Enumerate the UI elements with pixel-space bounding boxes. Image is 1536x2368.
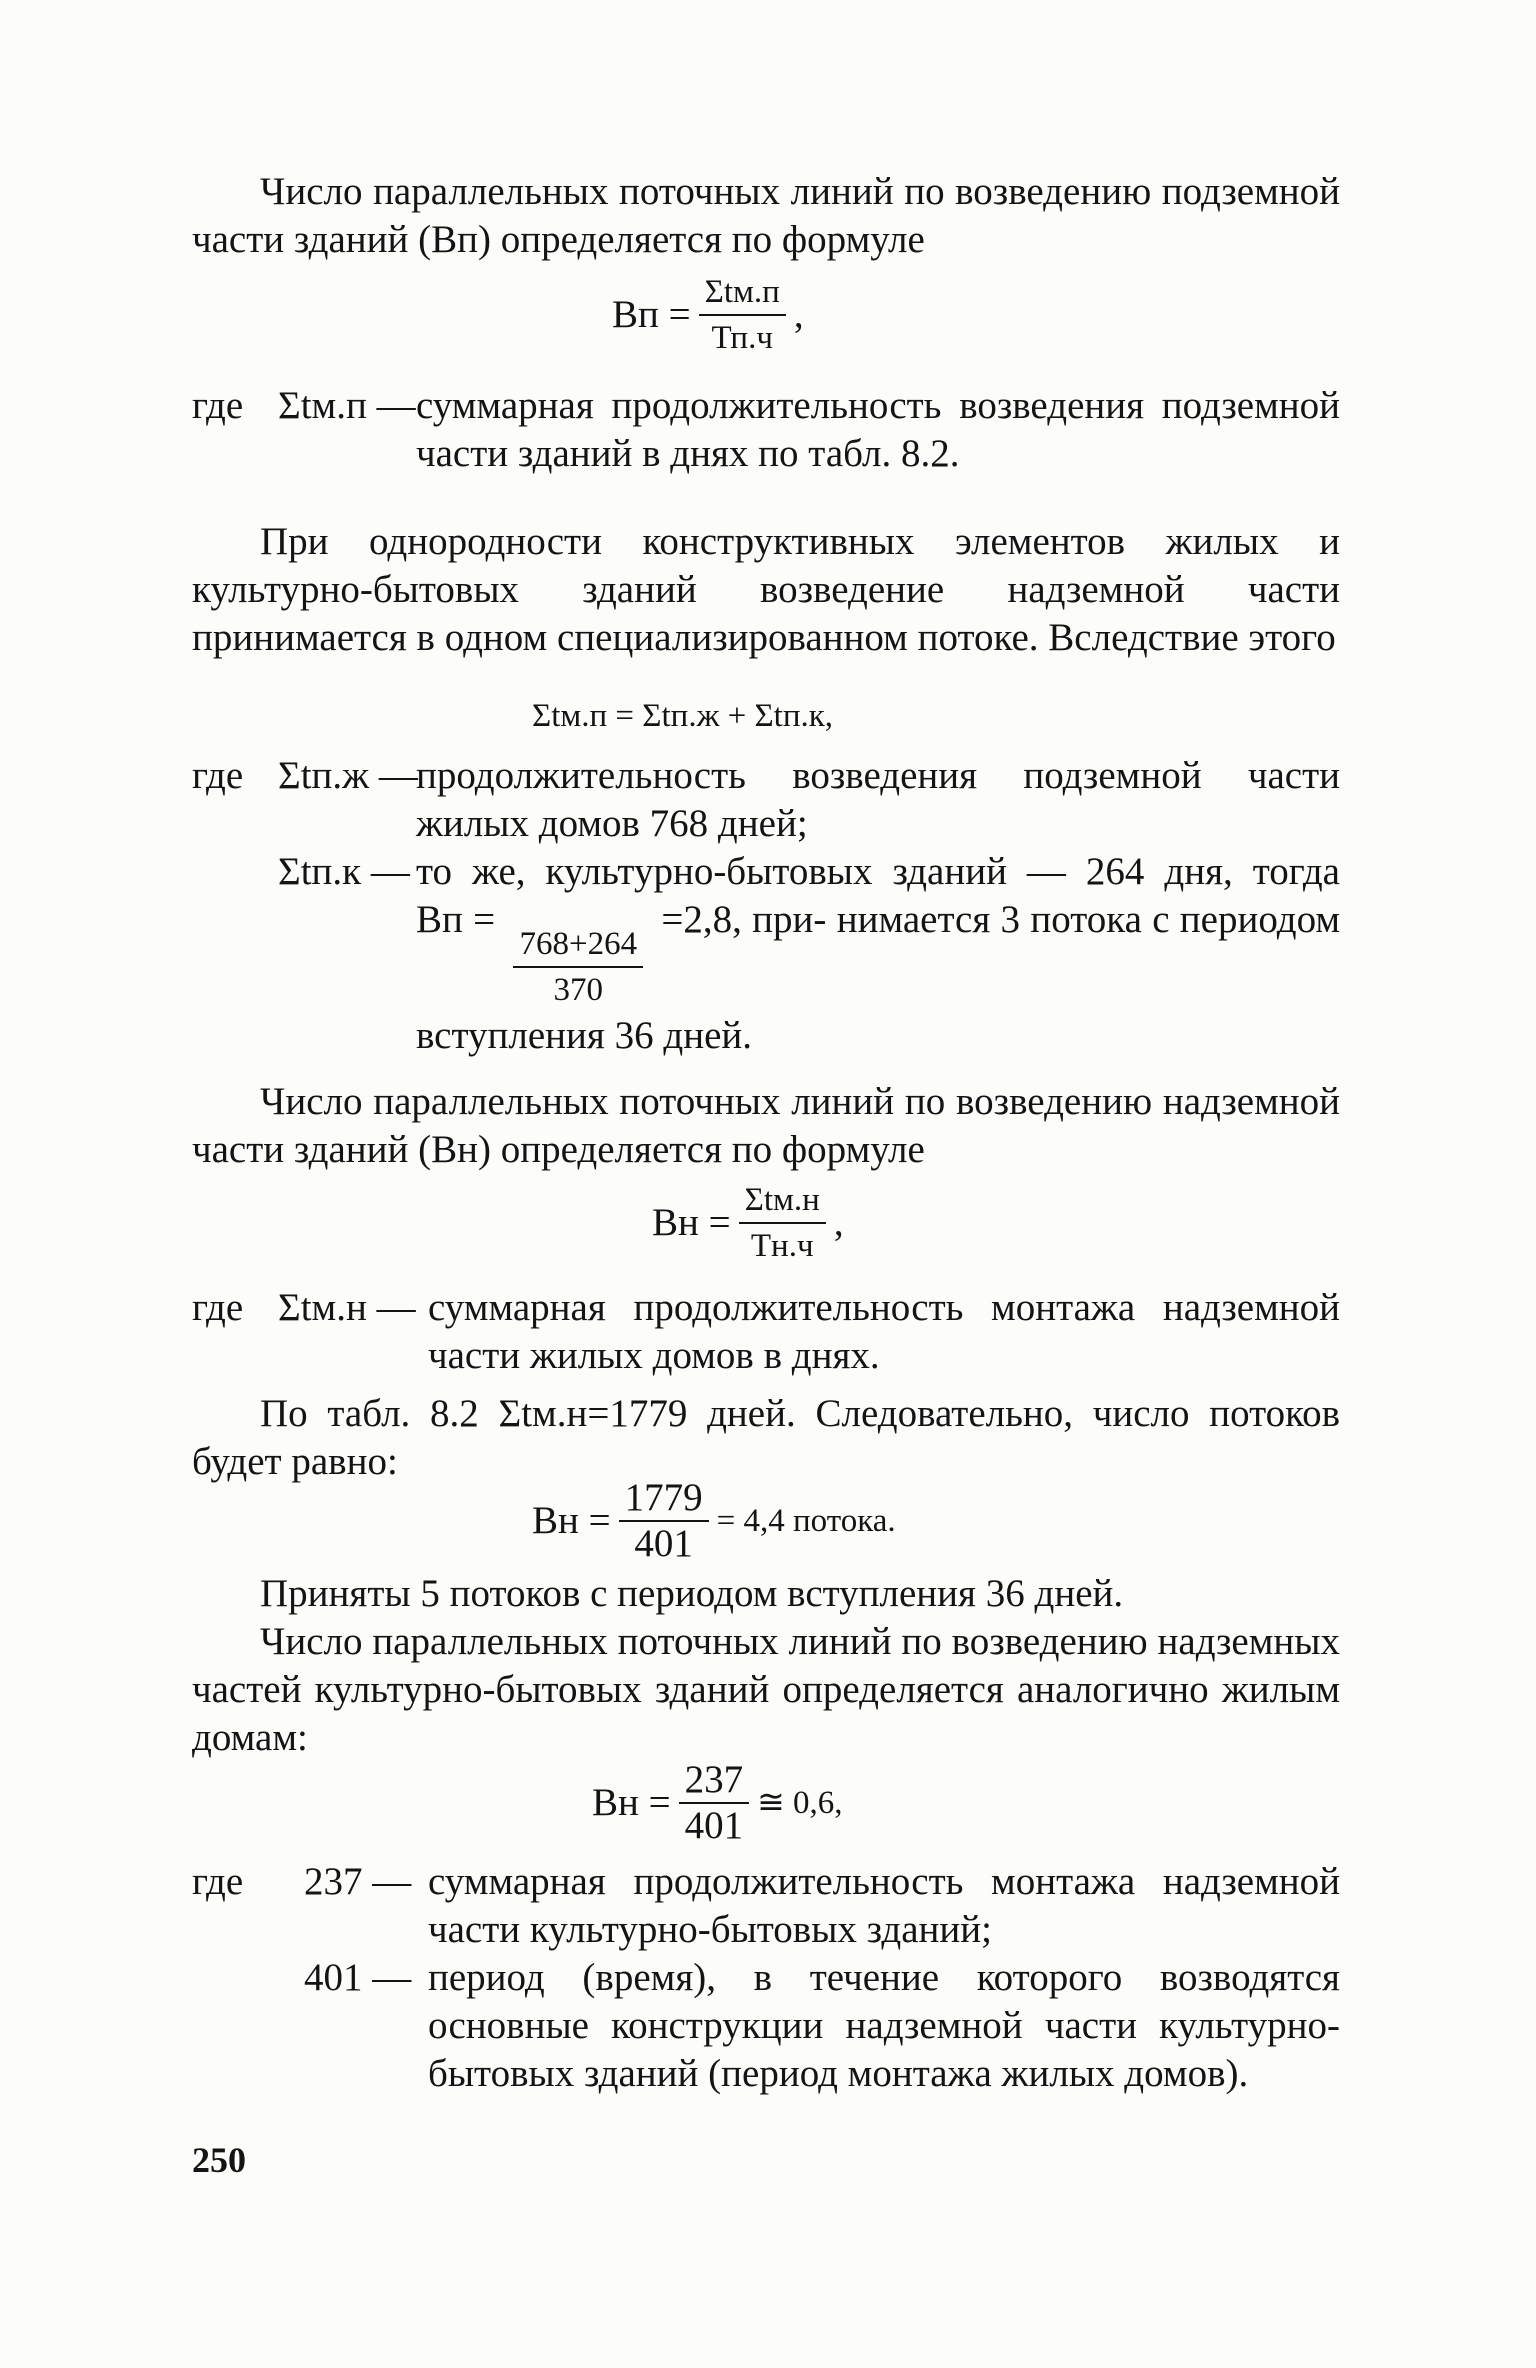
paragraph-underground-intro: Число параллельных поточных линий по возведению подземной части зданий (Вп) определяется по формуле (192, 170, 1340, 261)
formula-tail: = 4,4 потока. (716, 1503, 896, 1539)
formula-aboveground-lines (652, 1178, 844, 1268)
fraction-numerator: 1779 (619, 1476, 709, 1522)
formula-tail: , (793, 293, 804, 336)
formula-lhs: Вн = (592, 1781, 671, 1824)
formula-lhs: Вн = (532, 1499, 611, 1542)
definition-term: Σtм.п — (278, 384, 416, 427)
definition-401 (304, 1954, 1340, 2098)
fraction (619, 1476, 709, 1566)
inline-formula (416, 898, 837, 1008)
definition-term: Σtп.ж — (278, 754, 418, 797)
fraction-denominator: 401 (634, 1522, 693, 1565)
fraction-numerator: Σtм.н (739, 1178, 826, 1224)
where-label: где (192, 384, 244, 427)
definition-underground-duration (192, 382, 1340, 478)
where-label: где (192, 1286, 244, 1329)
definition-term: Σtп.к — (278, 850, 410, 893)
fraction (739, 1178, 826, 1268)
paragraph-table-reference: По табл. 8.2 Σtм.н=1779 дней. Следовательно, число потоков будет равно: (192, 1392, 1340, 1483)
definition-aboveground-duration (192, 1284, 1340, 1380)
fraction-numerator: 768+264 (513, 922, 643, 968)
fraction-denominator: 370 (553, 972, 604, 1008)
formula-tail: ≅ 0,6, (757, 1785, 843, 1821)
definition-text-part1: то же, культурно-бытовых зданий — 264 дня, тогда (416, 850, 1340, 893)
definition-term: 237 — (304, 1860, 412, 1903)
paragraph-homogeneity: При однородности конструктивных элементов жилых и культурно-бытовых зданий возведение надземной части принимается в одном специализированном потоке. Вследствие этого (192, 520, 1340, 659)
formula-residential-streams (532, 1476, 896, 1566)
paragraph-aboveground-intro: Число параллельных поточных линий по возведению надземной части зданий (Вн) определяется по формуле (192, 1080, 1340, 1171)
fraction (679, 1758, 750, 1848)
definition-text: продолжительность возведения подземной части жилых домов 768 дней; (416, 754, 1340, 845)
definition-term: 401 — (304, 1956, 412, 1999)
definition-text (416, 848, 1340, 1060)
definition-text: суммарная продолжительность монтажа надземной части культурно-бытовых зданий; (428, 1860, 1340, 1951)
definition-text: суммарная продолжительность монтажа надземной части жилых домов в днях. (428, 1286, 1340, 1377)
paragraph-streams-accepted: Приняты 5 потоков с периодом вступления 36 дней. (260, 1572, 1124, 1615)
page-number: 250 (192, 2140, 246, 2180)
where-label: где (192, 1860, 244, 1903)
formula-cultural-streams (592, 1758, 843, 1848)
formula-lhs: Вп = (416, 898, 496, 941)
fraction (513, 922, 643, 1012)
paragraph-cultural-buildings: Число параллельных поточных линий по возведению надземных частей культурно-бытовых зданий определяется аналогично жилым домам: (192, 1620, 1340, 1759)
definition-text-part2: нимается 3 потока с периодом вступления 36 дней. (416, 898, 1341, 1057)
definition-residential-underground (192, 752, 1340, 848)
formula-text: Σtм.п = Σtп.ж + Σtп.к, (532, 698, 834, 734)
fraction-denominator: 401 (684, 1804, 744, 1847)
fraction-numerator: 237 (679, 1758, 750, 1804)
formula-lhs: Вн = (652, 1201, 731, 1244)
definition-237 (192, 1858, 1340, 1954)
definition-term: Σtм.н — (278, 1286, 416, 1329)
formula-lhs: Вп = (612, 293, 691, 336)
formula-tail: , (833, 1201, 844, 1244)
definition-text: период (время), в течение которого возводятся основные конструкции надземной части культурно-бытовых зданий (период монтажа жилых домов). (428, 1956, 1340, 2095)
formula-result: =2,8, при- (661, 898, 827, 941)
fraction-numerator: Σtм.п (699, 270, 786, 316)
where-label: где (192, 754, 244, 797)
fraction-denominator: Тн.ч (750, 1228, 814, 1264)
fraction (699, 270, 786, 360)
fraction-denominator: Тп.ч (711, 320, 773, 356)
formula-underground-lines (612, 270, 804, 360)
definition-cultural-underground (278, 848, 1340, 1060)
definition-text: суммарная продолжительность возведения подземной части зданий в днях по табл. 8.2. (416, 384, 1340, 475)
formula-sum-underground (532, 692, 833, 740)
